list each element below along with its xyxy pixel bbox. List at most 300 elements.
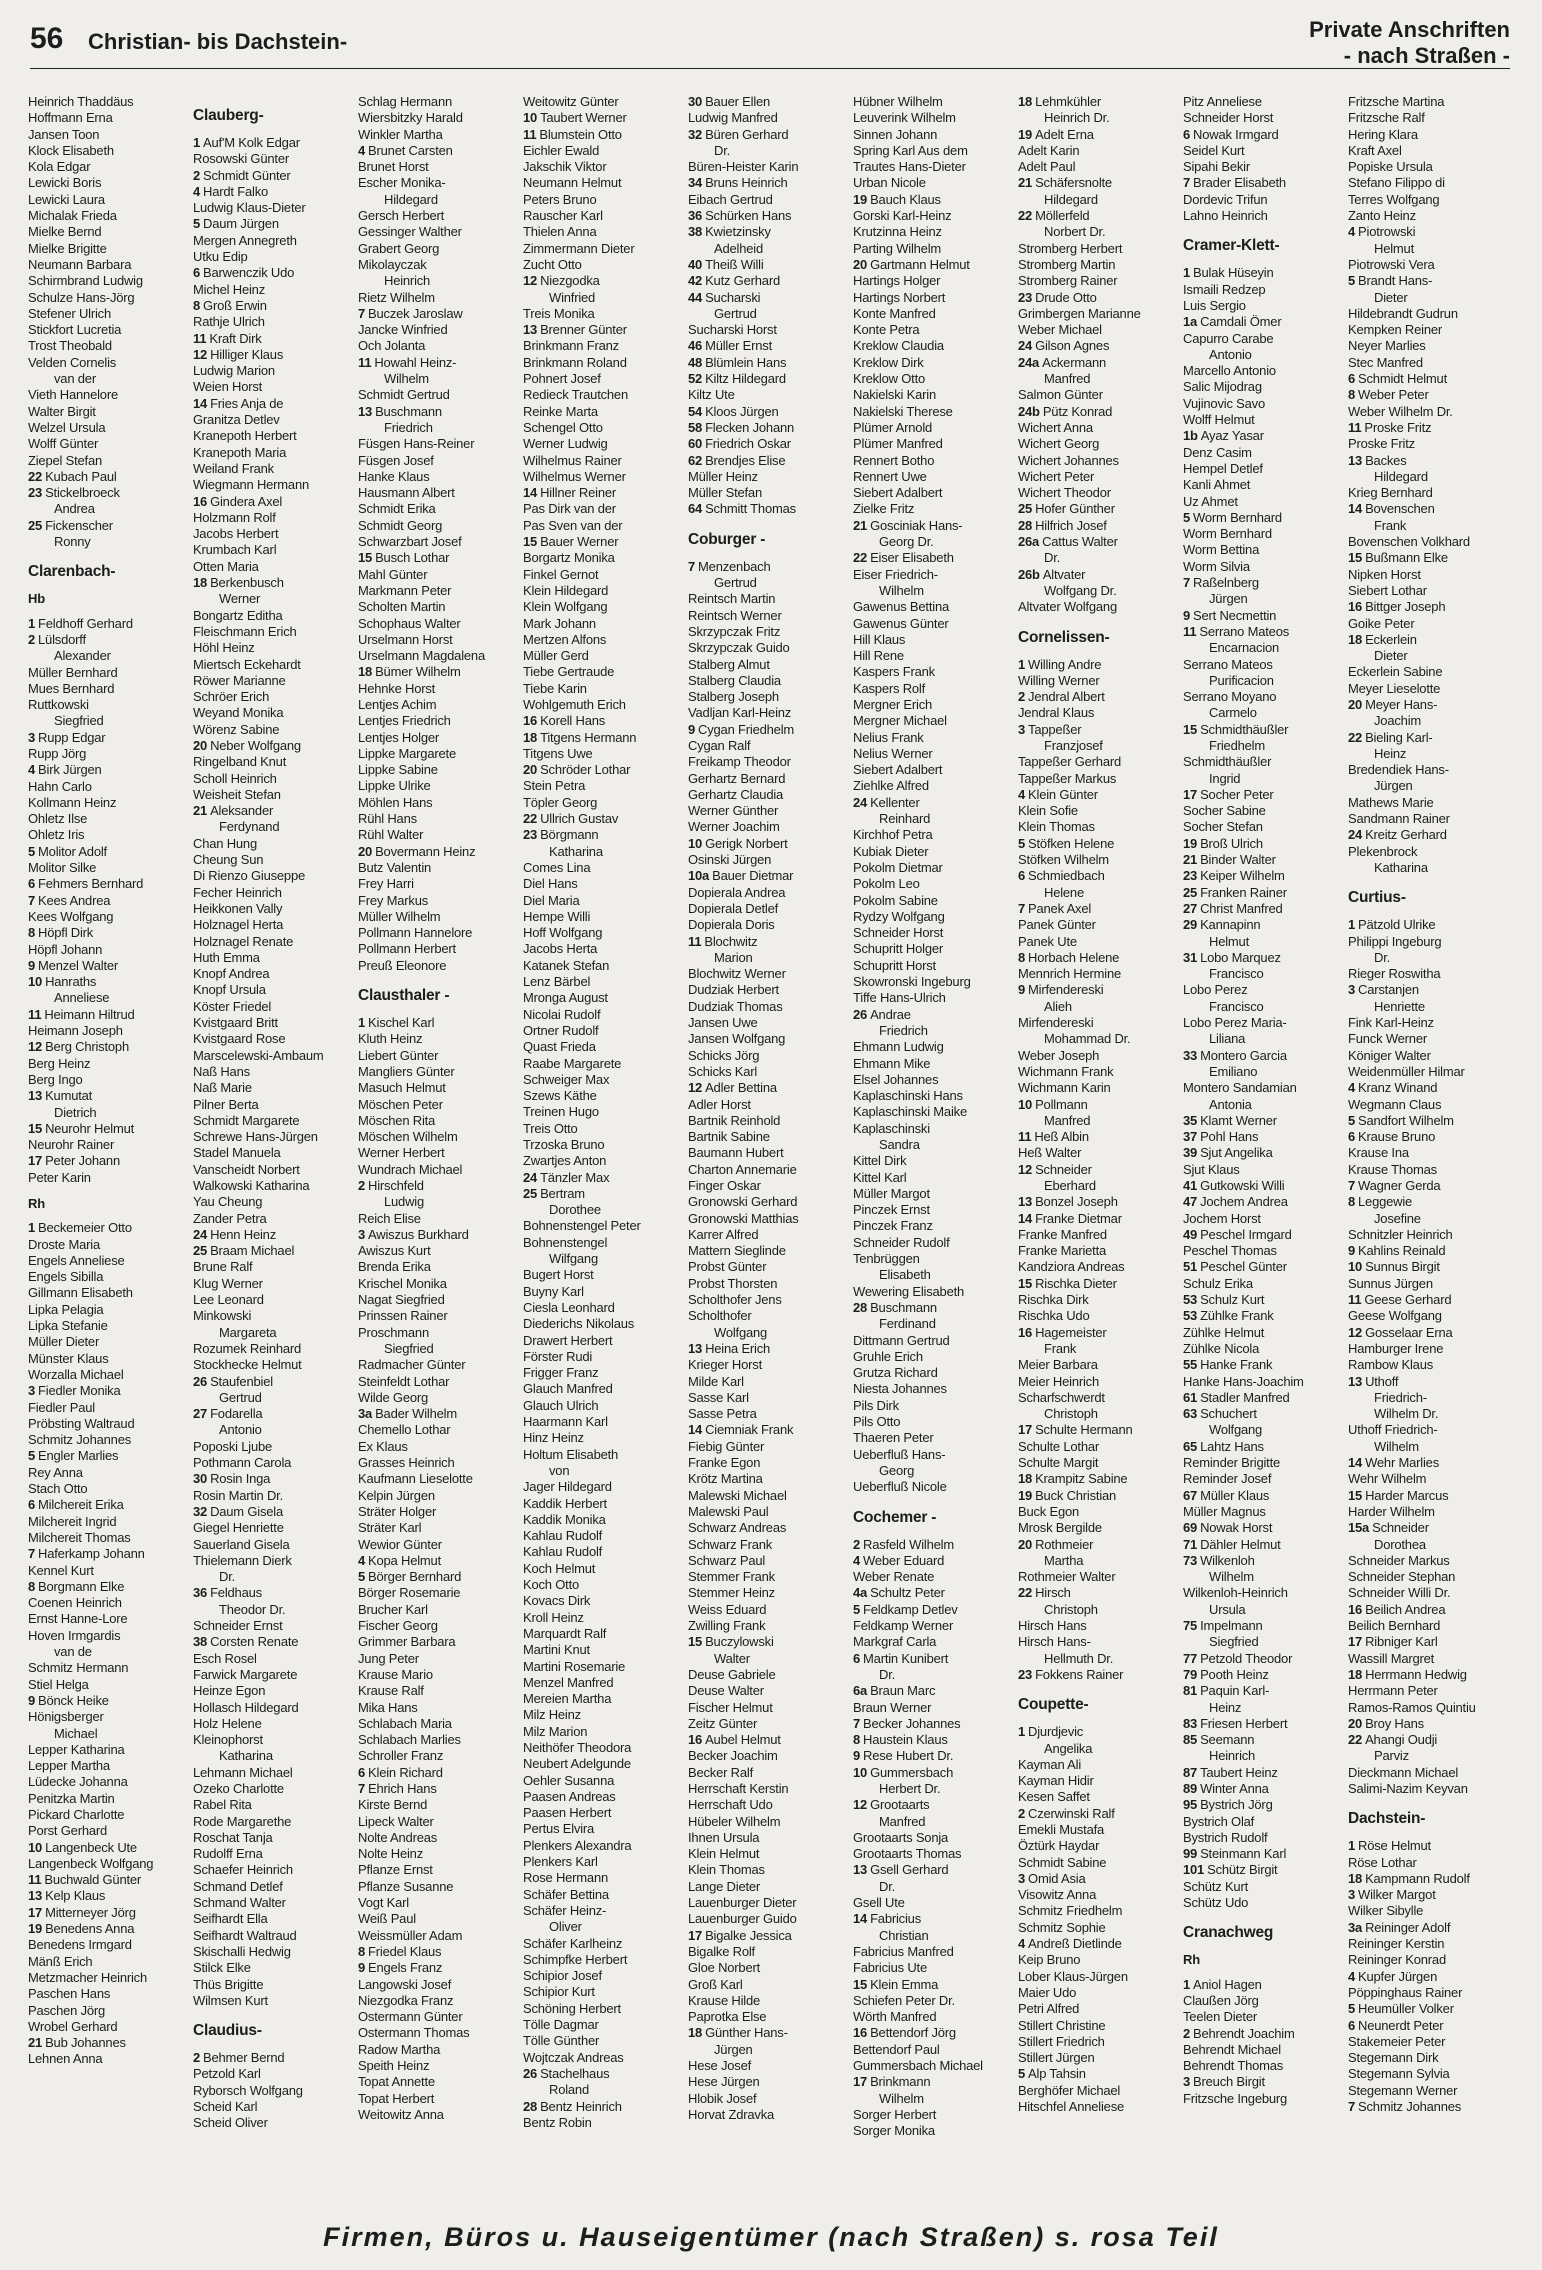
resident-entry <box>688 501 853 517</box>
resident-entry: Fischer Georg <box>358 1618 438 1634</box>
house-number: 30 <box>688 94 703 109</box>
resident-entry: Dopierala Doris <box>688 917 775 933</box>
resident-name: Heimann Hiltrud <box>44 1006 135 1022</box>
resident-entry <box>28 1497 193 1513</box>
resident-entry: Zühlke Helmut <box>1183 1324 1265 1340</box>
resident-entry: Berg Heinz <box>28 1055 91 1071</box>
resident-entry: Probst Günter <box>688 1259 767 1275</box>
resident-name: Ehrich Hans <box>368 1780 437 1796</box>
resident-entry: Serrano Mateos <box>1183 656 1273 672</box>
resident-entry <box>1183 1227 1348 1243</box>
resident-entry: Schnitzler Heinrich <box>1348 1226 1453 1242</box>
resident-name: Howahl Heinz- <box>374 354 457 370</box>
house-number: 13 <box>358 403 373 419</box>
resident-entry <box>1348 1243 1513 1259</box>
resident-entry: Bartnik Sabine <box>688 1129 770 1145</box>
resident-name: Petzold Theodor <box>1200 1650 1293 1666</box>
resident-entry: Farwick Margarete <box>193 1666 298 1682</box>
resident-entry: Reintsch Martin <box>688 591 776 607</box>
resident-entry: Bohnenstengel Peter <box>523 1218 641 1234</box>
house-number: 7 <box>358 305 366 321</box>
entry-continuation: Friedhelm <box>1209 737 1265 753</box>
house-number: 21 <box>193 803 208 819</box>
resident-entry <box>1183 852 1348 868</box>
resident-entry: Serrano Moyano <box>1183 689 1277 705</box>
resident-entry <box>688 355 853 371</box>
resident-entry <box>28 1579 193 1595</box>
resident-name: Schütz Birgit <box>1207 1862 1278 1878</box>
resident-entry <box>193 1374 358 1390</box>
resident-name: Gsell Gerhard <box>870 1862 949 1878</box>
resident-entry <box>853 257 1018 273</box>
entry-continuation: Francisco <box>1209 966 1264 982</box>
resident-entry: Worm Bettina <box>1183 542 1260 558</box>
house-number: 8 <box>28 925 36 941</box>
street-heading: Cranachweg <box>1183 1924 1274 1942</box>
house-number: 79 <box>1183 1666 1198 1682</box>
resident-name: Geese Gerhard <box>1364 1292 1452 1308</box>
resident-entry <box>28 958 193 974</box>
resident-entry <box>523 1170 688 1186</box>
resident-entry: Klein Thomas <box>1018 819 1095 835</box>
resident-entry <box>1183 722 1348 738</box>
resident-name: Barwenczik Udo <box>203 265 295 281</box>
resident-entry: Sauerland Gisela <box>193 1536 290 1552</box>
resident-entry: Haarmann Karl <box>523 1414 608 1430</box>
house-number: 9 <box>688 721 696 737</box>
resident-entry <box>523 762 688 778</box>
entry-continuation: Antonio <box>219 1422 262 1438</box>
resident-entry: Niesta Johannes <box>853 1381 947 1397</box>
resident-entry: Radmacher Günter <box>358 1357 466 1373</box>
resident-entry <box>688 836 853 852</box>
resident-entry: Müller Dieter <box>28 1334 100 1350</box>
resident-entry: Lüdecke Johanna <box>28 1774 128 1790</box>
resident-name: Schmiedbach <box>1028 868 1105 884</box>
resident-name: Mirfendereski <box>1028 982 1104 998</box>
resident-name: Börger Bernhard <box>368 1569 462 1585</box>
house-number: 8 <box>853 1732 861 1748</box>
house-number: 41 <box>1183 1178 1198 1193</box>
resident-entry: Kranepoth Herbert <box>193 428 297 444</box>
resident-entry: Lepper Martha <box>28 1758 110 1774</box>
house-number: 36 <box>688 208 703 224</box>
resident-entry: Pflanze Ernst <box>358 1862 433 1878</box>
resident-name: Feldkamp Detlev <box>863 1601 958 1617</box>
house-number: 2 <box>853 1536 861 1552</box>
resident-entry: Peschel Thomas <box>1183 1243 1277 1259</box>
resident-entry <box>688 338 853 354</box>
house-number: 19 <box>1018 126 1033 142</box>
entry-continuation: Mohammad Dr. <box>1044 1031 1131 1047</box>
resident-name: Kumutat <box>45 1088 93 1104</box>
resident-name: Grootaarts <box>870 1797 930 1813</box>
house-number: 12 <box>1018 1161 1033 1177</box>
resident-name: Keiper Wilhelm <box>1200 868 1285 884</box>
resident-entry <box>28 893 193 909</box>
resident-entry: Sasse Karl <box>688 1389 749 1405</box>
resident-entry <box>1018 175 1183 191</box>
directory-column <box>193 94 358 2214</box>
resident-entry: Grimbergen Marianne <box>1018 305 1141 321</box>
resident-entry: Scholl Heinrich <box>193 770 277 786</box>
resident-entry: Seidel Kurt <box>1183 142 1245 158</box>
resident-name: Kutz Gerhard <box>705 273 780 289</box>
resident-entry: Borgartz Monika <box>523 550 615 566</box>
resident-entry: Benedens Irmgard <box>28 1937 132 1953</box>
resident-entry: Brinkmann Roland <box>523 354 627 370</box>
house-number: 2 <box>193 167 201 183</box>
resident-entry <box>193 265 358 281</box>
resident-entry <box>1348 697 1513 713</box>
house-number: 3 <box>1348 982 1356 998</box>
entry-continuation: Gertrud <box>714 575 757 591</box>
resident-entry: Schröer Erich <box>193 689 270 705</box>
house-number: 8 <box>28 1578 36 1594</box>
house-number: 37 <box>1183 1129 1198 1145</box>
entry-continuation: Jürgen <box>1209 591 1248 607</box>
entry-continuation: Elisabeth <box>879 1267 931 1283</box>
resident-entry <box>193 1406 358 1422</box>
entry-continuation: Anneliese <box>54 990 110 1006</box>
resident-entry: Pollmann Herbert <box>358 941 456 957</box>
resident-name: Buschmann <box>870 1299 937 1315</box>
resident-name: Kopa Helmut <box>368 1552 441 1568</box>
house-number: 15 <box>853 1976 868 1992</box>
resident-name: Engels Franz <box>368 1960 443 1976</box>
resident-entry: Schlag Hermann <box>358 94 453 109</box>
resident-name: Stöfken Helene <box>1028 835 1115 851</box>
house-number: 3 <box>1018 721 1026 737</box>
resident-entry: Titgens Uwe <box>523 745 593 761</box>
resident-entry: Sinnen Johann <box>853 126 938 142</box>
resident-entry: Weber Renate <box>853 1569 935 1585</box>
resident-entry: Utku Edip <box>193 249 248 265</box>
house-number: 9 <box>28 1692 36 1708</box>
resident-entry <box>1183 1145 1348 1161</box>
house-number: 10 <box>688 835 703 851</box>
resident-name: Kubach Paul <box>45 468 117 484</box>
resident-entry <box>1183 1732 1348 1748</box>
resident-entry: Müller Margot <box>853 1185 930 1201</box>
resident-entry: Schmitz Friedhelm <box>1018 1903 1123 1919</box>
resident-entry <box>1183 1178 1348 1194</box>
resident-entry: Deuse Walter <box>688 1683 764 1699</box>
resident-entry: Möschen Rita <box>358 1112 436 1128</box>
resident-entry: Stegemann Werner <box>1348 2082 1458 2098</box>
directory-column <box>1018 94 1183 2214</box>
resident-entry: Nipken Horst <box>1348 566 1421 582</box>
resident-entry: Börger Rosemarie <box>358 1585 461 1601</box>
resident-entry: Pinczek Franz <box>853 1218 933 1234</box>
house-number: 18 <box>1348 1870 1363 1886</box>
resident-entry: Socher Sabine <box>1183 803 1266 819</box>
resident-entry: Konte Manfred <box>853 305 936 321</box>
house-number: 10 <box>28 974 43 990</box>
resident-entry <box>1018 290 1183 306</box>
resident-name: Taubert Werner <box>540 110 627 126</box>
resident-entry: Weber Joseph <box>1018 1047 1100 1063</box>
house-number: 60 <box>688 436 703 452</box>
resident-name: Gindera Axel <box>210 493 283 509</box>
resident-entry: Hese Jürgen <box>688 2074 760 2090</box>
resident-entry <box>28 2035 193 2051</box>
resident-entry: Fleischmann Erich <box>193 623 297 639</box>
resident-entry: Schulte Lothar <box>1018 1438 1100 1454</box>
resident-name: Andrae <box>870 1006 911 1022</box>
resident-entry <box>358 1960 523 1976</box>
street-heading: Clauberg- <box>193 107 264 124</box>
house-number: 11 <box>193 330 207 346</box>
resident-entry: Kirchhof Petra <box>853 827 933 843</box>
resident-entry <box>1183 1651 1348 1667</box>
resident-entry: Tölle Dagmar <box>523 2017 599 2033</box>
house-number: 4 <box>1018 1936 1026 1952</box>
resident-name: Cygan Friedhelm <box>698 721 795 737</box>
resident-entry: Schengel Otto <box>523 419 603 435</box>
resident-entry <box>193 1471 358 1487</box>
house-number: 38 <box>688 224 703 240</box>
resident-entry: Markgraf Carla <box>853 1634 937 1650</box>
house-number: 18 <box>523 729 538 745</box>
resident-entry: Wewior Günter <box>358 1536 442 1552</box>
entry-continuation: Heinz <box>1209 1699 1242 1715</box>
resident-entry <box>193 1504 358 1520</box>
resident-name: Pütz Konrad <box>1042 403 1113 419</box>
resident-entry: Reininger Kerstin <box>1348 1936 1445 1952</box>
house-number: 14 <box>193 395 208 411</box>
resident-entry: Milde Karl <box>688 1373 744 1389</box>
house-number: 5 <box>1348 2001 1356 2017</box>
resident-name: Klein Günter <box>1028 786 1098 802</box>
street-heading: Dachstein- <box>1348 1810 1426 1828</box>
house-number: 12 <box>688 1080 703 1096</box>
resident-entry: Rosowski Günter <box>193 151 289 167</box>
house-number: 2 <box>358 1178 366 1193</box>
resident-entry: Glauch Manfred <box>523 1381 613 1397</box>
resident-entry: Wilhelmus Werner <box>523 468 626 484</box>
resident-entry: Schupritt Horst <box>853 957 936 973</box>
resident-name: Schmitz Johannes <box>1358 2099 1462 2115</box>
house-number: 4 <box>358 142 366 158</box>
resident-entry: Osinski Jürgen <box>688 852 772 868</box>
resident-entry: Rauscher Karl <box>523 208 603 224</box>
resident-entry: Lauenburger Dieter <box>688 1895 797 1911</box>
entry-continuation: Wolfgang <box>714 1324 768 1340</box>
resident-entry: Zimmermann Dieter <box>523 240 635 256</box>
resident-entry: Ziepel Stefan <box>28 452 103 468</box>
resident-entry <box>853 795 1018 811</box>
resident-entry <box>1183 1488 1348 1504</box>
resident-entry: Hempel Detlef <box>1183 460 1263 476</box>
resident-entry: Schmidt Georg <box>358 517 443 533</box>
entry-continuation: Roland <box>549 2082 589 2098</box>
resident-entry: Grimmer Barbara <box>358 1634 456 1650</box>
resident-entry: Jansen Toon <box>28 126 100 142</box>
resident-entry: Wohlgemuth Erich <box>523 696 626 712</box>
resident-entry: Ihnen Ursula <box>688 1829 760 1845</box>
resident-entry: Pickard Charlotte <box>28 1806 125 1822</box>
resident-entry: Gawenus Bettina <box>853 599 950 615</box>
resident-entry: Cygan Ralf <box>688 737 751 753</box>
house-number: 5 <box>1018 835 1026 851</box>
resident-entry: Reich Elise <box>358 1210 421 1226</box>
entry-continuation: Georg Dr. <box>879 534 934 550</box>
resident-entry <box>1348 1325 1513 1341</box>
entry-continuation: Joachim <box>1374 713 1422 729</box>
house-number: 31 <box>1183 949 1198 965</box>
resident-name: Titgens Hermann <box>540 729 637 745</box>
resident-entry: Cheung Sun <box>193 852 264 868</box>
entry-continuation: Wilhelm <box>384 371 429 387</box>
house-number: 18 <box>688 2025 703 2041</box>
resident-entry: Thielen Anna <box>523 224 597 240</box>
resident-entry <box>1018 1162 1183 1178</box>
resident-entry: Gerhartz Bernard <box>688 770 786 786</box>
resident-entry: Neyer Marlies <box>1348 338 1426 354</box>
resident-entry <box>1183 1520 1348 1536</box>
house-number: 3 <box>1018 1870 1026 1886</box>
resident-entry <box>1348 1667 1513 1683</box>
resident-name: Kupfer Jürgen <box>1358 1968 1438 1984</box>
resident-entry: Pinczek Ernst <box>853 1202 930 1218</box>
entry-continuation: Marion <box>714 949 753 965</box>
resident-name: Awiszus Burkhard <box>368 1226 469 1242</box>
resident-entry <box>1348 1455 1513 1471</box>
resident-name: Binder Walter <box>1200 852 1276 868</box>
resident-entry: Schmidt Gertrud <box>358 387 450 403</box>
resident-entry: Minkowski <box>193 1308 252 1324</box>
house-number: 61 <box>1183 1389 1198 1405</box>
resident-entry: Lobo Perez Maria- <box>1183 1015 1287 1031</box>
house-number: 25 <box>1018 501 1033 517</box>
house-number: 89 <box>1183 1780 1198 1796</box>
resident-name: Blümlein Hans <box>705 354 787 370</box>
resident-name: Serrano Mateos <box>1199 623 1290 639</box>
resident-entry: Wegmann Claus <box>1348 1096 1442 1112</box>
resident-entry: Kraft Axel <box>1348 142 1402 158</box>
resident-name: Sucharski <box>705 289 761 305</box>
resident-entry <box>1348 1969 1513 1985</box>
resident-name: Braun Marc <box>870 1683 936 1699</box>
resident-entry: Schupritt Holger <box>853 941 944 957</box>
resident-name: Fries Anja de <box>210 395 284 411</box>
resident-entry <box>1348 1374 1513 1390</box>
resident-entry: Petzold Karl <box>193 2066 261 2082</box>
resident-name: Schneider <box>1035 1161 1092 1177</box>
resident-name: Klein Emma <box>870 1976 939 1992</box>
house-number: 35 <box>1183 1112 1198 1128</box>
resident-name: Rischka Dieter <box>1035 1275 1117 1291</box>
entry-continuation: Frank <box>1374 517 1407 533</box>
resident-name: Hardt Falko <box>203 183 269 199</box>
resident-name: Alp Tahsin <box>1028 2066 1086 2082</box>
house-number: 55 <box>1183 1357 1198 1373</box>
resident-entry: Fischer Helmut <box>688 1699 773 1715</box>
resident-name: Ribniger Karl <box>1365 1634 1438 1650</box>
resident-name: Rese Hubert Dr. <box>863 1748 954 1764</box>
house-number: 7 <box>1183 175 1191 191</box>
house-number: 24 <box>193 1226 208 1242</box>
house-number: 4 <box>853 1552 861 1568</box>
resident-entry <box>358 404 523 420</box>
resident-entry: Awiszus Kurt <box>358 1243 431 1259</box>
house-number: 14 <box>1018 1210 1033 1226</box>
resident-name: Kannapinn <box>1200 917 1261 933</box>
resident-entry: Schwarzbart Josef <box>358 534 462 550</box>
resident-entry: Nakielski Therese <box>853 403 953 419</box>
entry-continuation: Sandra <box>879 1137 920 1152</box>
resident-entry: Ortner Rudolf <box>523 1022 599 1038</box>
resident-name: Hilliger Klaus <box>210 346 284 362</box>
resident-entry <box>853 1651 1018 1667</box>
resident-entry: Rupp Jörg <box>28 745 87 761</box>
house-number: 64 <box>688 501 703 517</box>
resident-name: Blochwitz <box>704 933 758 949</box>
resident-entry: Jansen Wolfgang <box>688 1031 786 1047</box>
resident-entry: Nicolai Rudolf <box>523 1006 601 1022</box>
house-number: 34 <box>688 175 703 191</box>
resident-entry: Petri Alfred <box>1018 2001 1080 2017</box>
resident-entry: Wörth Manfred <box>853 2009 937 2025</box>
resident-entry <box>1183 836 1348 852</box>
resident-name: Meyer Hans- <box>1365 696 1438 712</box>
resident-entry: Miertsch Eckehardt <box>193 656 301 672</box>
resident-name: Hilfrich Josef <box>1035 517 1107 533</box>
house-number: 49 <box>1183 1226 1198 1242</box>
district-code: Hb <box>28 591 45 607</box>
resident-entry <box>1348 730 1513 746</box>
resident-name: Bauch Klaus <box>870 191 941 207</box>
resident-name: Ackermann <box>1042 354 1107 370</box>
resident-entry: Füsgen Josef <box>358 452 434 468</box>
resident-entry <box>28 1872 193 1888</box>
resident-entry: Thielemann Dierk <box>193 1552 292 1568</box>
entry-continuation: van der <box>54 371 96 387</box>
resident-name: Klamt Werner <box>1200 1112 1277 1128</box>
resident-entry: Martini Rosemarie <box>523 1658 626 1674</box>
resident-entry <box>28 974 193 990</box>
resident-name: Rasfeld Wilhelm <box>863 1536 954 1552</box>
resident-entry: Och Jolanta <box>358 338 426 354</box>
resident-entry: Keip Bruno <box>1018 1952 1081 1968</box>
resident-name: Nowak Horst <box>1200 1520 1273 1536</box>
resident-entry: Kreklow Dirk <box>853 354 924 370</box>
resident-entry: Kees Wolfgang <box>28 908 114 924</box>
resident-name: Dähler Helmut <box>1200 1536 1281 1552</box>
resident-name: Brenner Günter <box>540 322 627 338</box>
resident-name: Djurdjevic <box>1028 1724 1084 1740</box>
house-number: 20 <box>193 737 208 753</box>
resident-name: Kees Andrea <box>38 892 111 908</box>
resident-entry: Ohletz Iris <box>28 827 85 843</box>
resident-entry: Stromberg Rainer <box>1018 273 1118 289</box>
house-number: 19 <box>1183 835 1198 851</box>
resident-entry <box>1348 982 1513 998</box>
resident-entry: Schneider Horst <box>1183 110 1274 126</box>
resident-entry <box>523 1186 688 1202</box>
resident-name: Auf'M Kolk Edgar <box>203 135 300 150</box>
resident-entry: Stickfort Lucretia <box>28 322 122 338</box>
resident-entry: Ohletz Ilse <box>28 811 88 827</box>
house-number: 67 <box>1183 1487 1198 1503</box>
house-number: 6 <box>28 1497 36 1513</box>
resident-entry: Neithöfer Theodora <box>523 1739 632 1755</box>
resident-entry: Werner Ludwig <box>523 436 608 452</box>
resident-entry: Bredendiek Hans- <box>1348 762 1449 778</box>
resident-entry: Grasses Heinrich <box>358 1455 455 1471</box>
resident-entry: Bettendorf Paul <box>853 2041 940 2057</box>
